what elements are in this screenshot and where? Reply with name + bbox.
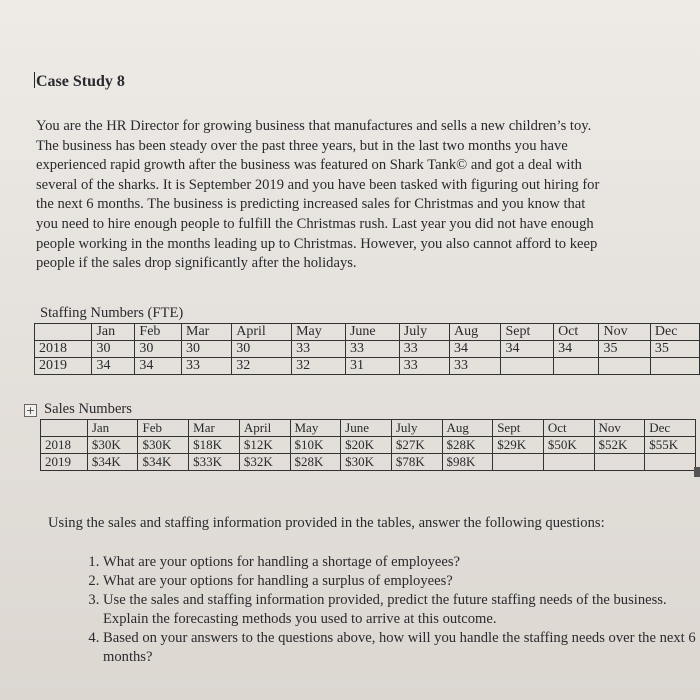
- year-cell: 2019: [35, 358, 92, 375]
- table-cell: 34: [501, 341, 554, 358]
- month-header: Oct: [543, 420, 594, 437]
- questions-list: [75, 553, 700, 667]
- paragraph-line: You are the HR Director for growing business that manufactures and sells a new children’s toy.: [36, 118, 592, 134]
- table-cell: 32: [292, 358, 346, 375]
- year-cell: 2018: [41, 437, 88, 454]
- table-corner-cell: [35, 324, 92, 341]
- month-header: June: [345, 324, 399, 341]
- table-cell: $50K: [543, 437, 594, 454]
- table-row: [41, 454, 696, 471]
- table-cell: 30: [182, 341, 232, 358]
- table-cell: $30K: [87, 437, 138, 454]
- table-cell: 30: [92, 341, 135, 358]
- table-cell: 34: [554, 341, 599, 358]
- month-header: July: [399, 324, 449, 341]
- question-item: 4. Based on your answers to the questions above, how will you handle the staffing needs over the next 6 months?: [103, 629, 700, 667]
- month-header: Mar: [182, 324, 232, 341]
- month-header: Dec: [645, 420, 696, 437]
- table-cell: $55K: [645, 437, 696, 454]
- paragraph-line: several of the sharks. It is September 2019 and you have been tasked with figuring out hiring for: [36, 176, 600, 193]
- table-cell: $34K: [87, 454, 138, 471]
- edge-marker: [694, 467, 700, 477]
- case-study-title: [34, 72, 125, 91]
- table-header-row: [41, 420, 696, 437]
- table-cell: 33: [345, 341, 399, 358]
- table-cell: [501, 358, 554, 375]
- table-cell: [594, 454, 645, 471]
- table-cell: $18K: [189, 437, 240, 454]
- table-row: [41, 437, 696, 454]
- scenario-paragraph: [36, 117, 700, 274]
- table-cell: 33: [292, 341, 346, 358]
- month-header: Jan: [87, 420, 138, 437]
- table-cell: 34: [450, 341, 501, 358]
- year-cell: 2018: [35, 341, 92, 358]
- table-cell: 35: [599, 341, 650, 358]
- month-header: Sept: [501, 324, 554, 341]
- month-header: Sept: [493, 420, 544, 437]
- table-cell: $20K: [341, 437, 392, 454]
- table-corner-cell: [41, 420, 88, 437]
- table-cell: $28K: [290, 454, 341, 471]
- sales-table: [40, 419, 696, 471]
- table-cell: $33K: [189, 454, 240, 471]
- question-item: 2. What are your options for handling a surplus of employees?: [103, 572, 700, 591]
- question-item: 1. What are your options for handling a shortage of employees?: [103, 553, 700, 572]
- month-header: Nov: [599, 324, 650, 341]
- table-cell: [543, 454, 594, 471]
- month-header: Oct: [554, 324, 599, 341]
- table-cell: $10K: [290, 437, 341, 454]
- month-header: April: [232, 324, 292, 341]
- table-cell: 33: [399, 358, 449, 375]
- table-cell: $32K: [239, 454, 290, 471]
- month-header: May: [290, 420, 341, 437]
- staffing-table: [34, 323, 700, 375]
- table-cell: $52K: [594, 437, 645, 454]
- text-cursor: [34, 72, 35, 88]
- table-cell: 34: [92, 358, 135, 375]
- table-cell: 35: [650, 341, 699, 358]
- month-header: Aug: [450, 324, 501, 341]
- table-cell: 33: [182, 358, 232, 375]
- table-cell: 30: [232, 341, 292, 358]
- table-cell: [493, 454, 544, 471]
- table-row: [35, 341, 700, 358]
- title-text: Case Study 8: [36, 73, 125, 90]
- table-cell: [645, 454, 696, 471]
- paragraph-line: you need to hire enough people to fulfill the Christmas rush. Last year you did not have enough: [36, 215, 594, 232]
- question-item: 3. Use the sales and staffing information provided, predict the future staffing needs of the business. Explain the forecasting methods you used to arrive at this outcome.: [103, 591, 700, 629]
- paragraph-line: the next 6 months. The business is predicting increased sales for Christmas and you know that: [36, 196, 586, 213]
- paragraph-line: people if the sales drop significantly after the holidays.: [36, 255, 357, 272]
- table-cell: 34: [135, 358, 182, 375]
- table-cell: $98K: [442, 454, 493, 471]
- month-header: Dec: [650, 324, 699, 341]
- month-header: June: [341, 420, 392, 437]
- table-cell: $30K: [138, 437, 189, 454]
- table-cell: $78K: [391, 454, 442, 471]
- month-header: Jan: [92, 324, 135, 341]
- table-cell: $12K: [239, 437, 290, 454]
- month-header: Feb: [135, 324, 182, 341]
- month-header: July: [391, 420, 442, 437]
- paragraph-line: people working in the months leading up to Christmas. However, you also cannot afford to keep: [36, 235, 598, 252]
- table-expand-icon[interactable]: +: [25, 404, 36, 417]
- year-cell: 2019: [41, 454, 88, 471]
- month-header: Mar: [189, 420, 240, 437]
- table-cell: 33: [450, 358, 501, 375]
- table-cell: 33: [399, 341, 449, 358]
- table-cell: $29K: [493, 437, 544, 454]
- table-cell: 30: [135, 341, 182, 358]
- month-header: Feb: [138, 420, 189, 437]
- month-header: Nov: [594, 420, 645, 437]
- month-header: April: [239, 420, 290, 437]
- table-row: [35, 358, 700, 375]
- month-header: May: [292, 324, 346, 341]
- table-cell: $30K: [341, 454, 392, 471]
- table-header-row: [35, 324, 700, 341]
- table-cell: [554, 358, 599, 375]
- table-cell: $28K: [442, 437, 493, 454]
- table-cell: $27K: [391, 437, 442, 454]
- staffing-table-label: Staffing Numbers (FTE): [40, 305, 184, 321]
- table-cell: 32: [232, 358, 292, 375]
- instructions-intro: Using the sales and staffing information provided in the tables, answer the following questions:: [48, 515, 605, 531]
- paragraph-line: experienced rapid growth after the business was featured on Shark Tank© and got a deal with: [36, 157, 582, 174]
- sales-table-label: Sales Numbers: [44, 401, 132, 417]
- paragraph-line: The business has been steady over the past three years, but in the last two months you have: [36, 137, 568, 154]
- table-cell: 31: [345, 358, 399, 375]
- table-cell: [650, 358, 699, 375]
- table-cell: $34K: [138, 454, 189, 471]
- table-cell: [599, 358, 650, 375]
- month-header: Aug: [442, 420, 493, 437]
